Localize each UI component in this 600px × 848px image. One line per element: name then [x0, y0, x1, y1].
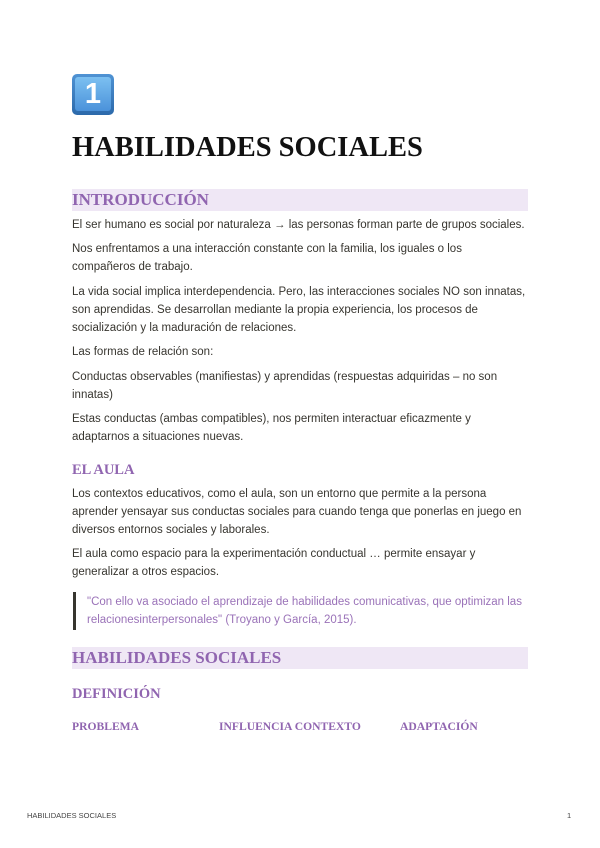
paragraph: Nos enfrentamos a una interacción constante con la familia, los iguales o los compañeros de trabajo. [72, 243, 462, 274]
heading-habilidades-sociales: HABILIDADES SOCIALES [72, 647, 528, 669]
column-heading-problema: PROBLEMA [72, 720, 139, 734]
paragraph: El ser humano es social por naturaleza → las personas forman parte de grupos sociales. [72, 219, 525, 231]
page-content [72, 74, 528, 735]
definition-columns [72, 719, 528, 735]
page-title: HABILIDADES SOCIALES [72, 132, 423, 163]
quote-block: "Con ello va asociado el aprendizaje de habilidades comunicativas, que optimizan las relacionesinterpersonales" (Troyano y García, 2015). [73, 592, 528, 630]
paragraph: El aula como espacio para la experimentación conductual … permite ensayar y generalizar a otros espacios. [72, 548, 476, 579]
keycap-digit-one-icon [72, 74, 114, 115]
keycap-digit: 1 [84, 78, 102, 110]
footer-page-number: 1 [567, 811, 572, 820]
column-heading-adaptacion: ADAPTACIÓN [400, 720, 478, 734]
column-heading-influencia-contexto: INFLUENCIA CONTEXTO [219, 720, 361, 734]
heading-definicion: DEFINICIÓN [72, 686, 161, 703]
paragraph: Conductas observables (manifiestas) y aprendidas (respuestas adquiridas – no son innatas) [72, 370, 498, 401]
heading-el-aula: EL AULA [72, 461, 135, 478]
paragraph: Las formas de relación son: [72, 346, 214, 359]
footer-title: HABILIDADES SOCIALES [27, 811, 117, 820]
paragraph: La vida social implica interdependencia. Pero, las interacciones sociales NO son innatas, son aprendidas. Se desarrollan mediante la propia experiencia, los procesos de socialización y la maduración de relaciones. [72, 285, 526, 334]
paragraph: Los contextos educativos, como el aula, son un entorno que permite a la persona aprender yensayar sus conductas sociales para cuando tenga que ponerlas en juego en diversos entornos sociales y laborales. [72, 487, 522, 536]
paragraph: Estas conductas (ambas compatibles), nos permiten interactuar eficazmente y adaptarnos a situaciones nuevas. [72, 412, 471, 443]
heading-introduccion: INTRODUCCIÓN [72, 189, 528, 211]
